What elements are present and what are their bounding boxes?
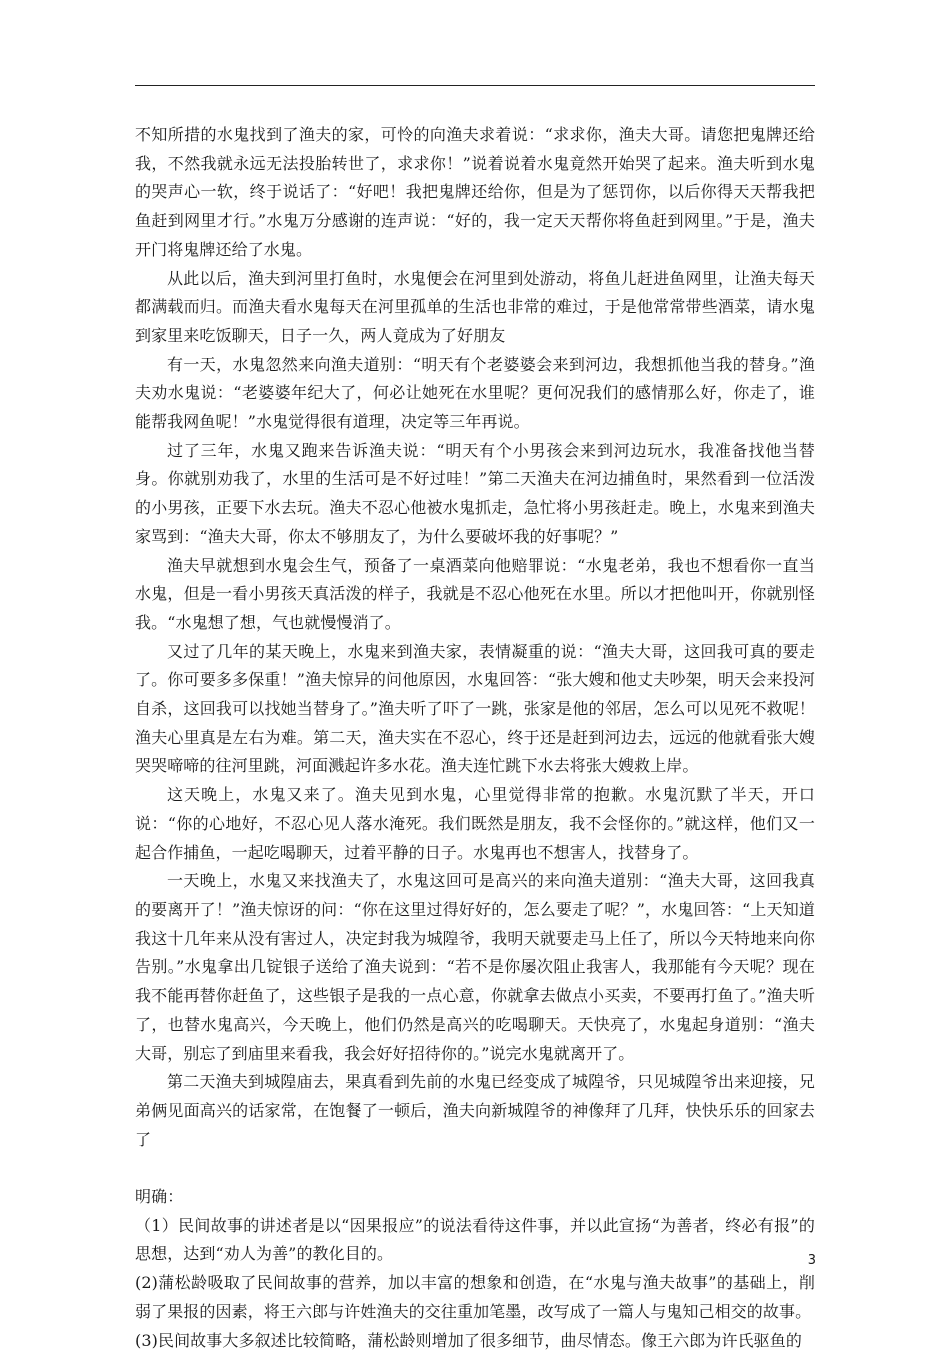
story-paragraph: 一天晚上，水鬼又来找渔夫了，水鬼这回可是高兴的来向渔夫道别：“渔夫大哥，这回我真的要离开了！”渔夫惊讶的问：“你在这里过得好好的，怎么要走了呢？”，水鬼回答：“上天知道我这十几年来从没有害过人，决定封我为城隍爷，我明天就要走马上任了，所以今天特地来向你告别。”水鬼拿出几锭银子送给了渔夫说到：“若不是你屡次阻止我害人，我那能有今天呢？现在我不能再替你赶鱼了，这些银子是我的一点心意，你就拿去做点小买卖，不要再打鱼了。”渔夫听了，也替水鬼高兴，今天晚上，他们仍然是高兴的吃喝聊天。天快亮了，水鬼起身道别：“渔夫大哥，别忘了到庙里来看我，我会好好招待你的。”说完水鬼就离开了。 <box>135 871 815 1063</box>
answer-item: （1）民间故事的讲述者是以“因果报应”的说法看待这件事，并以此宣扬“为善者，终必有报”的思想，达到“劝人为善”的教化目的。 <box>135 1215 815 1264</box>
story-paragraph: 第二天渔夫到城隍庙去，果真看到先前的水鬼已经变成了城隍爷，只见城隍爷出来迎接，兄弟俩见面高兴的话家常，在饱餐了一顿后，渔夫向新城隍爷的神像拜了几拜，快快乐乐的回家去了 <box>135 1072 815 1149</box>
page-number: 3 <box>807 1253 816 1268</box>
header-rule <box>135 85 815 86</box>
story-paragraph: 这天晚上，水鬼又来了。渔夫见到水鬼，心里觉得非常的抱歉。水鬼沉默了半天，开口说：“你的心地好，不忍心见人落水淹死。我们既然是朋友，我不会怪你的。”就这样，他们又一起合作捕鱼，一起吃喝聊天，过着平静的日子。水鬼再也不想害人，找替身了。 <box>135 785 815 862</box>
body-text <box>135 121 815 1355</box>
story-paragraph: 不知所措的水鬼找到了渔夫的家，可怜的向渔夫求着说：“求求你，渔夫大哥。请您把鬼牌还给我，不然我就永远无法投胎转世了，求求你！”说着说着水鬼竟然开始哭了起来。渔夫听到水鬼的哭声心一软，终于说话了：“好吧！我把鬼牌还给你，但是为了惩罚你，以后你得天天帮我把鱼赶到网里才行。”水鬼万分感谢的连声说：“好的，我一定天天帮你将鱼赶到网里。”于是，渔夫开门将鬼牌还给了水鬼。 <box>135 125 815 259</box>
story-paragraph: 渔夫早就想到水鬼会生气，预备了一桌酒菜向他赔罪说：“水鬼老弟，我也不想看你一直当水鬼，但是一看小男孩天真活泼的样子，我就是不忍心他死在水里。所以才把他叫开，你就别怪我。“水鬼想了想，气也就慢慢消了。 <box>135 555 815 632</box>
answer-heading: 明确： <box>135 1187 184 1206</box>
paragraph-gap <box>135 1154 815 1183</box>
story-paragraph: 有一天，水鬼忽然来向渔夫道别：“明天有个老婆婆会来到河边，我想抓他当我的替身。”渔夫劝水鬼说：“老婆婆年纪大了，何必让她死在水里呢？更何况我们的感情那么好，你走了，谁能帮我网鱼呢！”水鬼觉得很有道理，决定等三年再说。 <box>135 354 815 432</box>
answer-item: (3)民间故事大多叙述比较简略，蒲松龄则增加了很多细节，曲尽情态。像王六郎为许氏驱鱼的 <box>135 1330 802 1350</box>
story-paragraph: 从此以后，渔夫到河里打鱼时，水鬼便会在河里到处游动，将鱼儿赶进鱼网里，让渔夫每天都满载而归。而渔夫看水鬼每天在河里孤单的生活也非常的难过，于是他常常带些酒菜，请水鬼到家里来吃饭聊天，日子一久，两人竟成为了好朋友 <box>135 268 815 345</box>
story-paragraph: 又过了几年的某天晚上，水鬼来到渔夫家，表情凝重的说：“渔夫大哥，这回我可真的要走了。你可要多多保重！”渔夫惊异的问他原因，水鬼回答：“张大嫂和他丈夫吵架，明天会来投河自杀，这回我可以找她当替身了。”渔夫听了吓了一跳，张家是他的邻居，怎么可以见死不救呢！渔夫心里真是左右为难。第二天，渔夫实在不忍心，终于还是赶到河边去，远远的他就看张大嫂哭哭啼啼的往河里跳，河面溅起许多水花。渔夫连忙跳下水去将张大嫂救上岸。 <box>135 641 815 776</box>
answer-item: (2)蒲松龄吸取了民间故事的营养，加以丰富的想象和创造，在“水鬼与渔夫故事”的基础上，削弱了果报的因素，将王六郎与许姓渔夫的交往重加笔墨，改写成了一篇人与鬼知己相交的故事。 <box>135 1273 815 1321</box>
story-paragraph: 过了三年，水鬼又跑来告诉渔夫说：“明天有个小男孩会来到河边玩水，我准备找他当替身。你就别劝我了，水里的生活可是不好过哇！”第二天渔夫在河边捕鱼时，果然看到一位活泼的小男孩，正要下水去玩。渔夫不忍心他被水鬼抓走，急忙将小男孩赶走。晚上，水鬼来到渔夫家骂到：“渔夫大哥，你太不够朋友了，为什么要破坏我的好事呢？” <box>135 440 815 546</box>
